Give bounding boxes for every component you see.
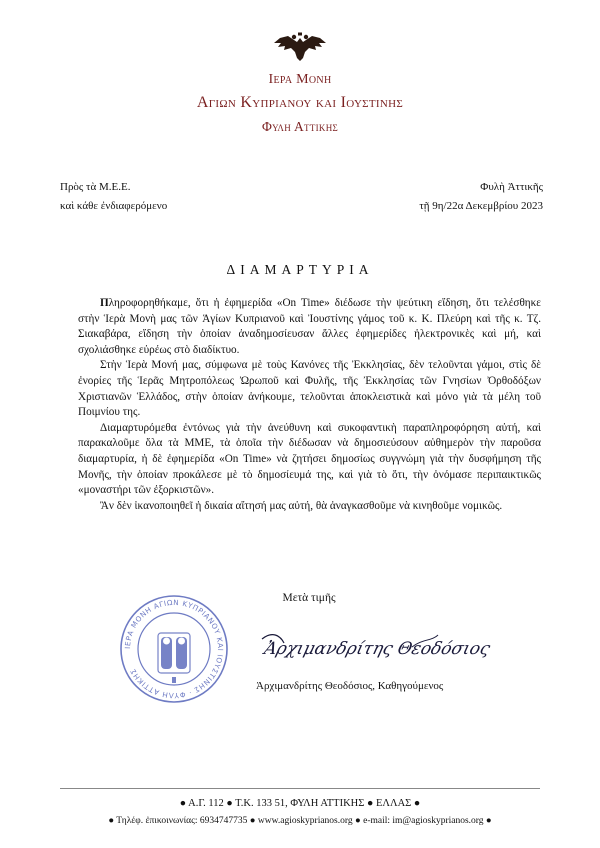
document-title: ΔΙΑΜΑΡΤΥΡΙΑ xyxy=(226,262,374,277)
drop-letter: Π xyxy=(100,297,109,309)
date-line: τῇ 9η/22α Δεκεμβρίου 2023 xyxy=(419,200,543,212)
seal-ring-text: ΙΕΡΑ ΜΟΝΗ ΑΓΙΩΝ ΚΥΠΡΙΑΝΟΥ ΚΑΙ ΙΟΥΣΤΙΝΗΣ · ΦΥΛΗ ΑΤΤΙΚΗΣ xyxy=(122,597,226,701)
paragraph-3: Διαμαρτυρόμεθα ἐντόνως γιὰ τὴν ἀνεύθυνη καὶ συκοφαντικὴ παραπληροφόρηση αὐτή, καὶ παρακαλοῦμε ὅλα τὰ ΜΜΕ, τὰ ὁποῖα τὴν διέδωσαν νὰ δημοσιεύσουν αὐθημερὸν τὴν παροῦσα διαμαρτυρία, ἡ δὲ ἐφημερίδα «On Time» νὰ ζητήσει δημοσίως συγγνώμη γιὰ τὴν δυσφήμηση τῆς Μονῆς, τὴν ὁποίαν προκάλεσε μὲ τὸ δημοσίευμά της, καὶ γιὰ τὸ ὅτι, τὴν ὀνόμασε περιπαικτικῶς «μοναστήρι τῶν ἐξορκιστῶν». xyxy=(78,421,541,497)
place-date-block xyxy=(419,178,543,216)
place-line: Φυλὴ Ἀττικῆς xyxy=(480,181,543,193)
recipient-line1: Πρὸς τὰ Μ.Ε.Ε. xyxy=(60,181,131,193)
paragraph-4: Ἂν δὲν ἱκανοποιηθεῖ ἡ δικαία αἴτησή μας αὐτή, θὰ ἀναγκασθοῦμε νὰ κινηθοῦμε νομικῶς. xyxy=(100,499,503,512)
monastery-name-line1: Ιερα Μονη xyxy=(268,72,332,87)
double-headed-eagle-icon xyxy=(272,32,328,62)
closing-salutation: Μετὰ τιμῆς xyxy=(282,592,336,604)
signature-text: Ἀρχιμανδρίτης Θεοδόσιος xyxy=(262,639,493,659)
paragraph-1 xyxy=(78,296,541,358)
footer-divider xyxy=(60,788,540,789)
monastery-name-line2: Αγιων Κυπριανου και Ιουστινης xyxy=(196,94,404,111)
signer-name: Ἀρχιμανδρίτης Θεοδόσιος, Καθηγούμενος xyxy=(256,680,444,692)
paragraph-2: Στὴν Ἱερὰ Μονή μας, σύμφωνα μὲ τοὺς Κανόνες τῆς Ἐκκλησίας, δὲν τελοῦνται γάμοι, στὶς δὲ ἐνορίες τῆς Ἱερᾶς Μητροπόλεως Ὠρωποῦ καὶ Φυλῆς, τῆς Ἐκκλησίας τῶν Γνησίων Ὀρθοδόξων Χριστιανῶν Ἑλλάδος, στὴν ὁποίαν ἀνήκουμε, τελοῦνται ἀποκλειστικὰ καὶ μόνο γιὰ τὰ μέλη τοῦ Ποιμνίου της. xyxy=(78,359,541,419)
footer-contact: ● Τηλέφ. ἐπικοινωνίας: 6934747735 ● www.agioskyprianos.org ● e-mail: im@agioskyprianos.org ● xyxy=(108,816,492,826)
footer-address: ● Α.Γ. 112 ● Τ.Κ. 133 51, ΦΥΛΗ ΑΤΤΙΚΗΣ ● ΕΛΛΑΣ ● xyxy=(179,798,421,809)
paragraph-1-text: ληροφορηθήκαμε, ὅτι ἡ ἐφημερίδα «On Time» διέδωσε τὴν ψεύτικη εἴδηση, ὅτι τελέσθηκε στὴν Ἱερὰ Μονὴ μας τῶν Ἁγίων Κυπριανοῦ καὶ Ἰουστίνης γάμος τοῦ κ. Κ. Πλεύρη καὶ τῆς κ. Τζ. Σιακαβάρα, εἴδηση τὴν ὁποίαν ἀναδημοσίευσαν ἄλλες ἐφημερίδες ἠλεκτρονικὲς καὶ μή, καὶ σχολιάσθηκε εὐρέως στὸ διαδίκτυο. xyxy=(78,297,541,356)
monastery-seal-icon xyxy=(118,593,230,705)
letter-body xyxy=(78,296,541,514)
monastery-location: Φυλη Αττικης xyxy=(261,119,339,134)
handwritten-signature-icon xyxy=(262,627,493,667)
recipient-block xyxy=(60,178,167,216)
recipient-line2: καὶ κάθε ἐνδιαφερόμενο xyxy=(60,200,168,212)
